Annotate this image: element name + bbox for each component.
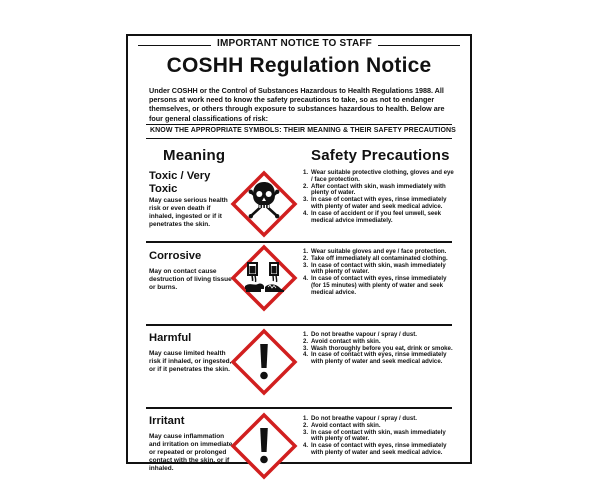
section-divider: [146, 407, 452, 409]
symbols-rule-bottom: [146, 138, 452, 139]
section-corrosive: [146, 247, 456, 315]
precaution-item: 3. In case of contact with eyes, rinse immediately with plenty of water and seek medical advice.: [303, 196, 447, 210]
precaution-item: 1. Wear suitable gloves and eye / face protection.: [303, 248, 447, 255]
section-description-corrosive: May on contact cause destruction of living tissue or burns.: [149, 268, 232, 291]
precaution-item: 3. Wash thoroughly before you eat, drink or smoke.: [303, 344, 453, 352]
meaning-heading: Meaning: [163, 147, 226, 164]
section-description-harmful: May cause limited health risk if inhaled, or ingested, or if it penetrates the skin.: [149, 350, 232, 373]
symbols-heading: KNOW THE APPROPRIATE SYMBOLS: THEIR MEANING & THEIR SAFETY PRECAUTIONS: [150, 127, 456, 134]
section-irritant: [146, 412, 456, 472]
precautions-list-irritant: [303, 416, 455, 457]
precaution-item: 4. In case of contact with eyes, rinse immediately (for 15 minutes) with plenty of water and seek medical advice.: [303, 275, 447, 296]
section-harmful: [146, 330, 456, 400]
exclamation-mark-icon: [230, 328, 298, 396]
precaution-item: 3. In case of contact with skin, wash immediately with plenty of water.: [303, 261, 446, 276]
precautions-list-toxic: [303, 170, 455, 224]
section-description-toxic: May cause serious health risk or even death if inhaled, ingested or if it penetrates the skin.: [149, 197, 228, 228]
page-title: COSHH Regulation Notice: [166, 54, 432, 77]
corrosion-icon: [230, 244, 298, 312]
exclamation-mark-icon: [230, 412, 298, 480]
precaution-item: 4. In case of contact with eyes, rinse immediately with plenty of water and seek medical advice.: [303, 442, 447, 456]
precaution-item: 2. Avoid contact with skin.: [303, 337, 381, 345]
intro-paragraph: Under COSHH or the Control of Substances Hazardous to Health Regulations 1988. All persons at work need to know the safety precautions to take, so as not to endanger themselves, or others through exposure to substances hazardous to health. Below are four general classifications of risk:: [149, 86, 445, 123]
section-description-irritant: May cause inflammation and irritation on immediate or repeated or prolonged contact with the skin, or if inhaled.: [149, 433, 233, 472]
notice-title: IMPORTANT NOTICE TO STAFF: [211, 38, 378, 49]
section-divider: [146, 241, 452, 243]
section-toxic: [146, 170, 456, 236]
precaution-item: 1. Do not breathe vapour / spray / dust.: [303, 331, 417, 338]
section-title-toxic: Toxic / Very Toxic: [149, 170, 211, 195]
precaution-item: 1. Wear suitable protective clothing, gloves and eye / face protection.: [303, 169, 454, 183]
section-title-corrosive: Corrosive: [149, 250, 202, 262]
precaution-item: 2. Take off immediately all contaminated clothing.: [303, 254, 448, 262]
symbols-rule-top: [146, 124, 452, 125]
precaution-item: 1. Do not breathe vapour / spray / dust.: [303, 415, 417, 422]
precaution-item: 4. In case of accident or if you feel unwell, seek medical advice immediately.: [303, 209, 442, 224]
precaution-item: 4. In case of contact with eyes, rinse immediately with plenty of water and seek medical advice.: [303, 351, 447, 366]
precaution-item: 2. Avoid contact with skin.: [303, 421, 381, 429]
skull-crossbones-icon: [230, 170, 298, 238]
precaution-item: 3. In case of contact with skin, wash immediately with plenty of water.: [303, 428, 446, 443]
precautions-list-corrosive: [303, 249, 455, 297]
precautions-list-harmful: [303, 332, 455, 366]
safety-precautions-heading: Safety Precautions: [311, 147, 450, 164]
section-title-irritant: Irritant: [149, 415, 185, 427]
precaution-item: 2. After contact with skin, wash immediately with plenty of water.: [303, 182, 446, 197]
section-divider: [146, 324, 452, 326]
section-title-harmful: Harmful: [149, 332, 192, 344]
coshh-regulation-sign: [126, 34, 472, 472]
